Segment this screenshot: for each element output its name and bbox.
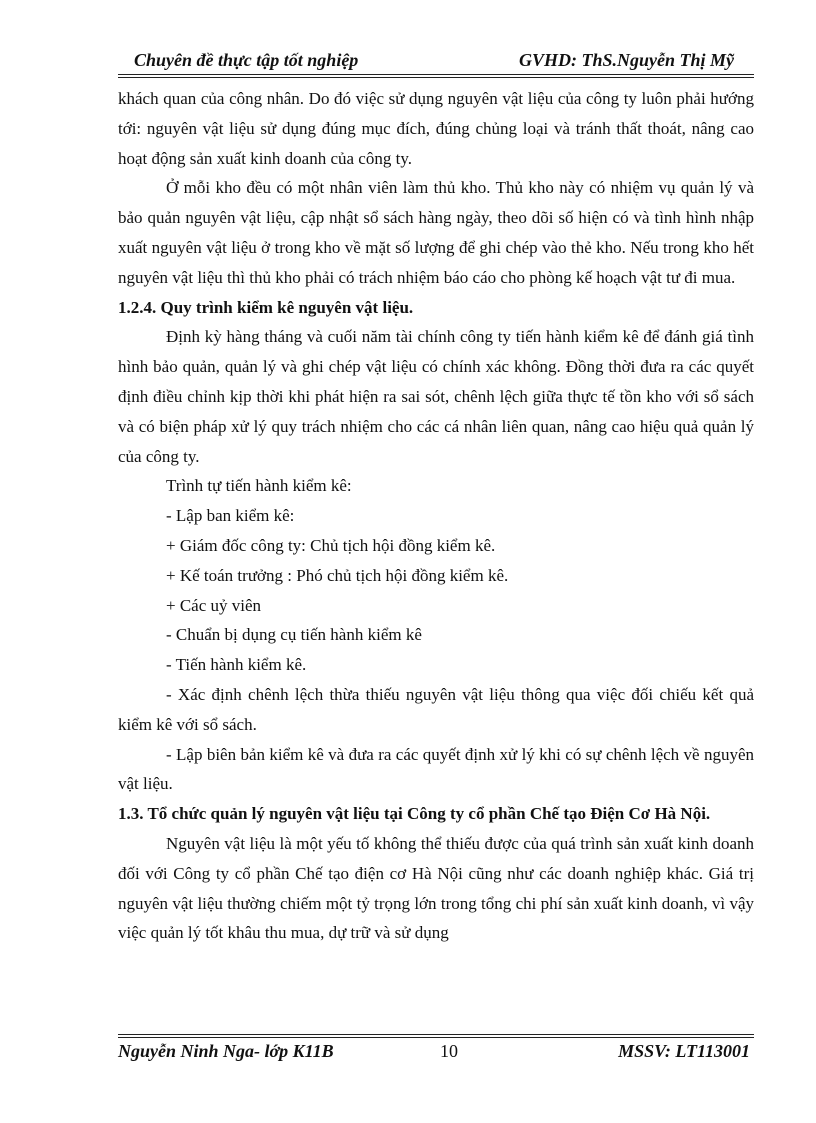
list-item: - Chuẩn bị dụng cụ tiến hành kiểm kê bbox=[166, 625, 422, 645]
footer-rule bbox=[118, 1037, 754, 1038]
footer-rule-secondary bbox=[118, 1034, 754, 1035]
list-item: + Giám đốc công ty: Chủ tịch hội đồng kiểm kê. bbox=[166, 535, 496, 555]
steps-intro: Trình tự tiến hành kiểm kê: bbox=[166, 476, 352, 496]
section-heading-1-2-4: 1.2.4. Quy trình kiểm kê nguyên vật liệu. bbox=[118, 297, 414, 317]
header-advisor: GVHD: ThS.Nguyễn Thị Mỹ bbox=[518, 50, 734, 70]
list-item: + Kế toán trưởng : Phó chủ tịch hội đồng kiểm kê. bbox=[166, 565, 509, 585]
paragraph-continuation: khách quan của công nhân. Do đó việc sử dụng nguyên vật liệu của công ty luôn phải hướng tới: nguyên vật liệu sử dụng đúng mục đích, đúng chủng loại và tránh thất thoát, nâng cao hoạt động sản xuất kinh doanh của công ty. bbox=[118, 89, 754, 168]
list-item: - Xác định chênh lệch thừa thiếu nguyên vật liệu thông qua việc đối chiếu kết quả kiểm kê với sổ sách. bbox=[118, 684, 754, 734]
list-item: + Các uỷ viên bbox=[166, 595, 262, 615]
page-number: 10 bbox=[440, 1041, 458, 1061]
footer-student-id: MSSV: LT113001 bbox=[618, 1041, 750, 1061]
page-footer bbox=[118, 1041, 754, 1067]
header-title: Chuyên đề thực tập tốt nghiệp bbox=[134, 50, 359, 70]
list-item: - Lập ban kiểm kê: bbox=[166, 506, 295, 526]
list-item: - Lập biên bản kiểm kê và đưa ra các quyết định xử lý khi có sự chênh lệch về nguyên vật liệu. bbox=[118, 744, 754, 794]
footer-author: Nguyễn Ninh Nga- lớp K11B bbox=[118, 1041, 334, 1061]
header-rule bbox=[118, 74, 754, 75]
document-body bbox=[118, 84, 754, 948]
paragraph-warehouse-keeper: Ở mỗi kho đều có một nhân viên làm thủ kho. Thủ kho này có nhiệm vụ quản lý và bảo quản nguyên vật liệu, cập nhật sổ sách hàng ngày, theo dõi số hiện có và tình hình nhập xuất nguyên vật liệu ở trong kho về mặt số lượng để ghi chép vào thẻ kho. Nếu trong kho hết nguyên vật liệu thì thủ kho phải có trách nhiệm báo cáo cho phòng kế hoạch vật tư đi mua. bbox=[118, 178, 754, 287]
page-header bbox=[118, 48, 754, 74]
section-heading-1-3: 1.3. Tổ chức quản lý nguyên vật liệu tại Công ty cổ phần Chế tạo Điện Cơ Hà Nội. bbox=[118, 804, 711, 824]
list-item: - Tiến hành kiểm kê. bbox=[166, 655, 307, 675]
paragraph-materials-management: Nguyên vật liệu là một yếu tố không thể thiếu được của quá trình sản xuất kinh doanh đối với Công ty cổ phần Chế tạo điện cơ Hà Nội cũng như các doanh nghiệp khác. Giá trị nguyên vật liệu thường chiếm một tỷ trọng lớn trong tổng chi phí sản xuất kinh doanh, vì vậy việc quản lý tốt khâu thu mua, dự trữ và sử dụng bbox=[118, 833, 754, 943]
header-rule-secondary bbox=[118, 77, 754, 78]
paragraph-inventory-check: Định kỳ hàng tháng và cuối năm tài chính công ty tiến hành kiểm kê để đánh giá tình hình bảo quản, quản lý và ghi chép vật liệu có chính xác không. Đồng thời đưa ra các quyết định điều chỉnh kịp thời khi phát hiện ra sai sót, chênh lệch giữa thực tế tồn kho với sổ sách và có biện pháp xử lý quy trách nhiệm cho các cá nhân liên quan, nâng cao hiệu quả quản lý của công ty. bbox=[118, 327, 754, 466]
